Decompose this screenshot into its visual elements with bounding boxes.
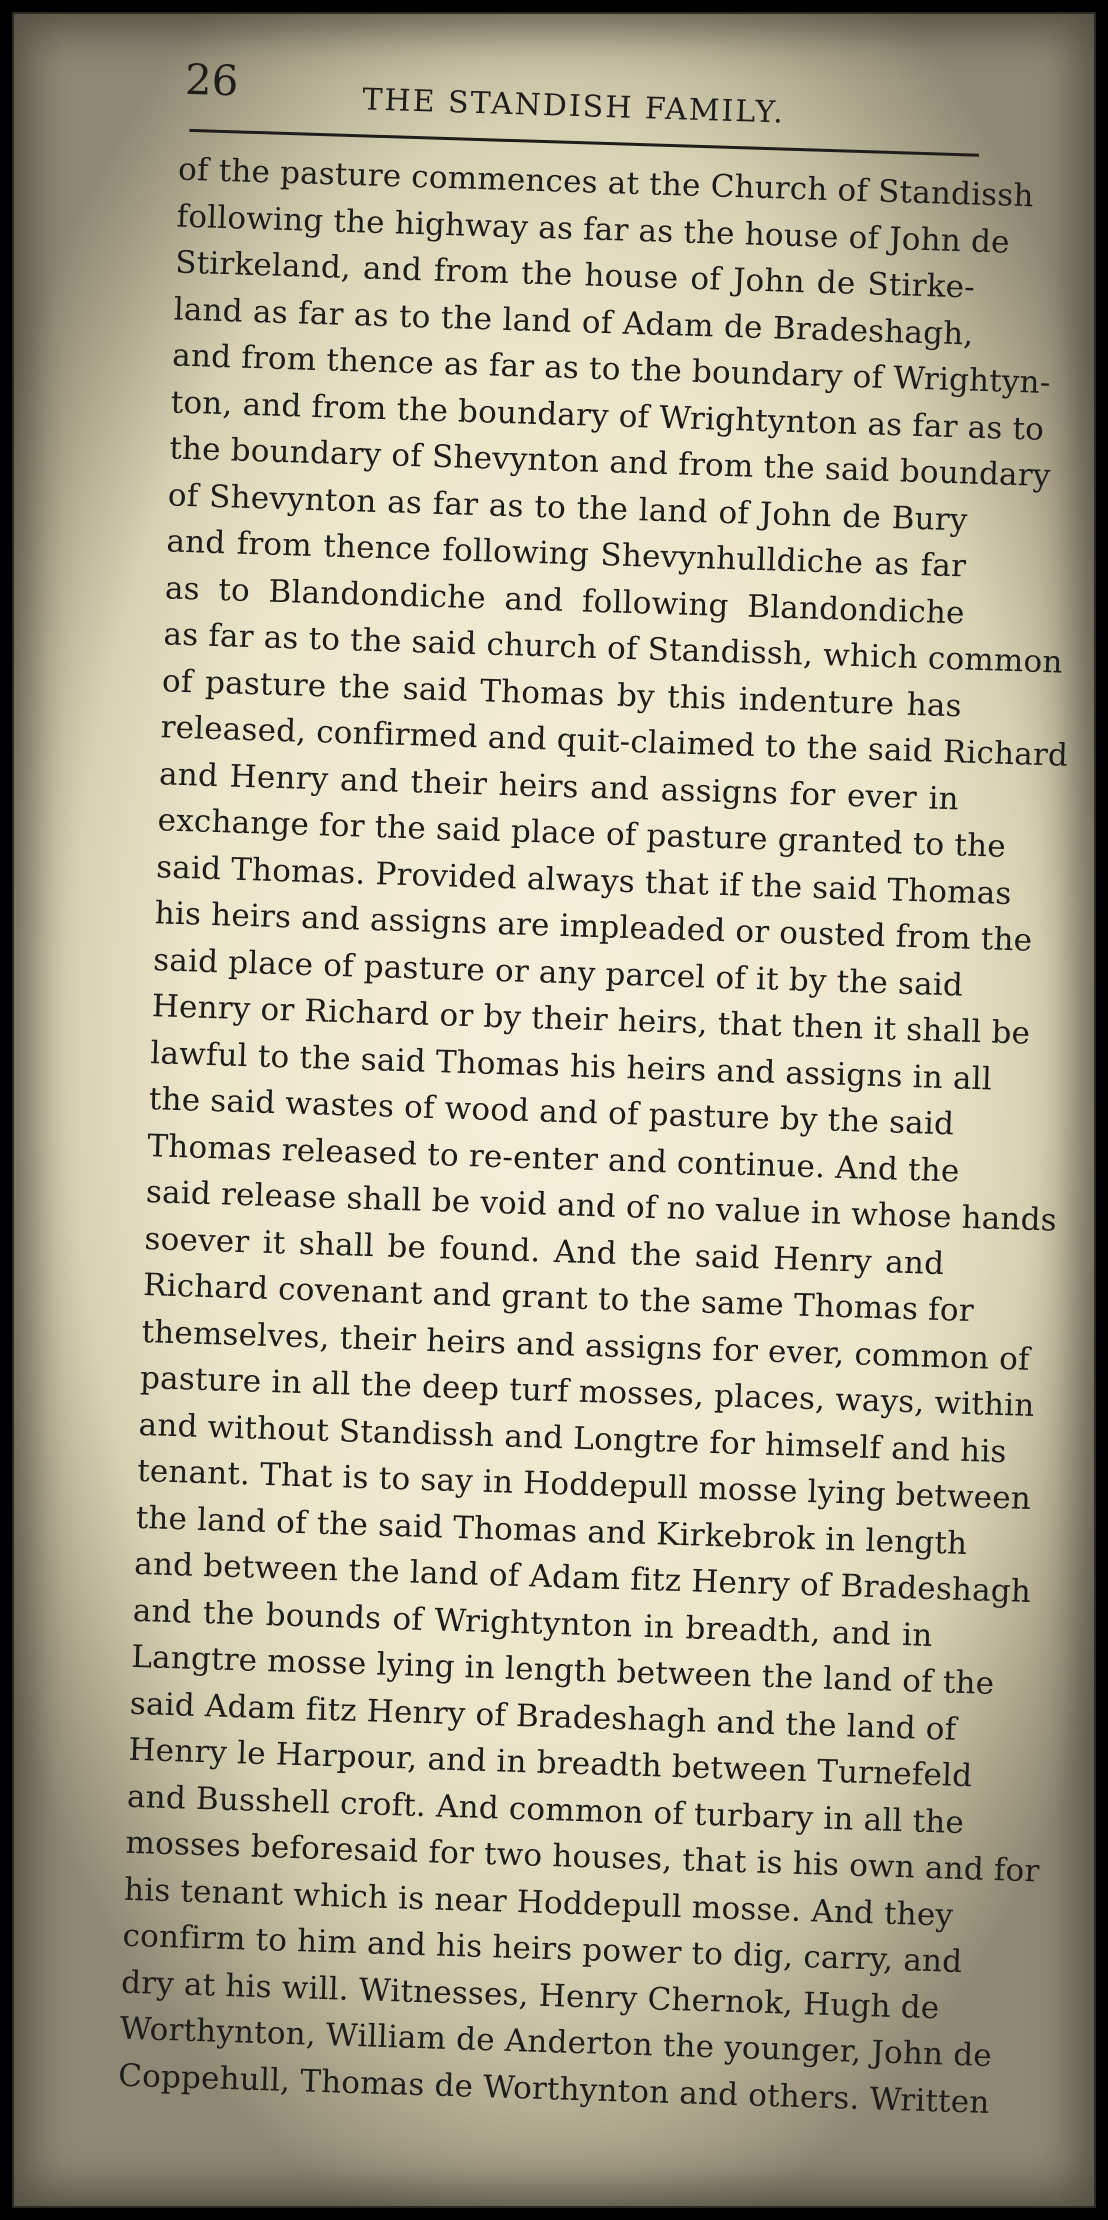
text-line: tenant. That is to say in Hoddepull mosse lying between	[136, 1452, 1032, 1517]
text-line: Henry or Richard or by their heirs, that then it shall be	[151, 988, 1031, 1052]
text-line: the land of the said Thomas and Kirkebrok in length	[135, 1499, 968, 1562]
text-line: as far as to the said church of Standissh, which common	[163, 616, 1064, 681]
body-text	[117, 147, 1069, 2124]
text-line: the said wastes of wood and of pasture by the said	[148, 1081, 955, 1143]
text-line: following the highway as far as the house of John de	[176, 198, 1011, 261]
text-line: lawful to the said Thomas his heirs and assigns in all	[149, 1034, 993, 1098]
text-line: land as far as to the land of Adam de Bradeshagh,	[173, 291, 974, 353]
text-line: themselves, their heirs and assigns for ever, common of	[141, 1313, 1031, 1378]
text-line: soever it shall be found. And the said Henry and	[144, 1220, 945, 1282]
text-line: the boundary of Shevynton and from the said boundary	[168, 430, 1052, 495]
text-line: Worthynton, William de Anderton the younger, John de	[119, 2010, 993, 2075]
text-line: said Thomas. Provided always that if the said Thomas	[155, 848, 1013, 912]
text-line: as to Blandondiche and following Blandondiche	[164, 569, 966, 631]
running-title: THE STANDISH FAMILY.	[361, 82, 786, 131]
text-line: mosses beforesaid for two houses, that is his own and for	[125, 1824, 1041, 1890]
text-line: said place of pasture or any parcel of it by the said	[152, 941, 964, 1004]
book-page	[12, 39, 1069, 2121]
page-frame	[12, 12, 1096, 2208]
text-line: said release shall be void and of no value in whose hands	[145, 1174, 1058, 1239]
text-line: of pasture the said Thomas by this indenture has	[161, 662, 963, 724]
text-line: and from thence following Shevynhulldiche as far	[165, 523, 967, 585]
page-number: 26	[184, 54, 240, 106]
text-line: his tenant which is near Hoddepull mosse. And they	[123, 1871, 954, 1934]
text-line: of the pasture commences at the Church of Standissh	[177, 151, 1035, 215]
text-line: Coppehull, Thomas de Worthynton and others. Written	[117, 2057, 991, 2121]
text-line: and Busshell croft. And common of turbary in all the	[126, 1778, 965, 1841]
text-line: said Adam fitz Henry of Bradeshagh and the land of	[129, 1685, 957, 1748]
text-line: dry at his will. Witnesses, Henry Chernok, Hugh de	[120, 1964, 940, 2026]
text-line: pasture in all the deep turf mosses, places, ways, within	[139, 1359, 1036, 1425]
text-line: and between the land of Adam fitz Henry of Bradeshagh	[133, 1545, 1032, 1611]
text-line: ton, and from the boundary of Wrightynton as far as to	[170, 383, 1045, 448]
text-line: Henry le Harpour, and in breadth between Turnefeld	[127, 1731, 973, 1795]
text-line: Thomas released to re-enter and continue. And the	[146, 1127, 961, 1190]
text-line: confirm to him and his heirs power to dig, carry, and	[122, 1917, 963, 1981]
text-line: of Shevynton as far as to the land of John de Bury	[167, 476, 969, 539]
text-line: Richard covenant and grant to the same Thomas for	[142, 1267, 975, 1330]
text-line: and the bounds of Wrightynton in breadth, and in	[132, 1592, 934, 1654]
text-line: Stirkeland, and from the house of John de Stirke-	[174, 244, 976, 306]
page-header	[72, 39, 1014, 154]
text-line: Langtre mosse lying in length between the land of the	[130, 1638, 995, 1702]
text-line: released, confirmed and quit-claimed to the said Richard	[160, 709, 1069, 774]
text-line: exchange for the said place of pasture granted to the	[157, 802, 1007, 865]
text-line: and Henry and their heirs and assigns for ever in	[158, 755, 960, 817]
text-line: his heirs and assigns are impleaded or ousted from the	[154, 895, 1033, 959]
text-line: and from thence as far as to the boundary of Wrightyn-	[171, 337, 1052, 402]
text-line: and without Standissh and Longtre for himself and his	[138, 1406, 1008, 1470]
